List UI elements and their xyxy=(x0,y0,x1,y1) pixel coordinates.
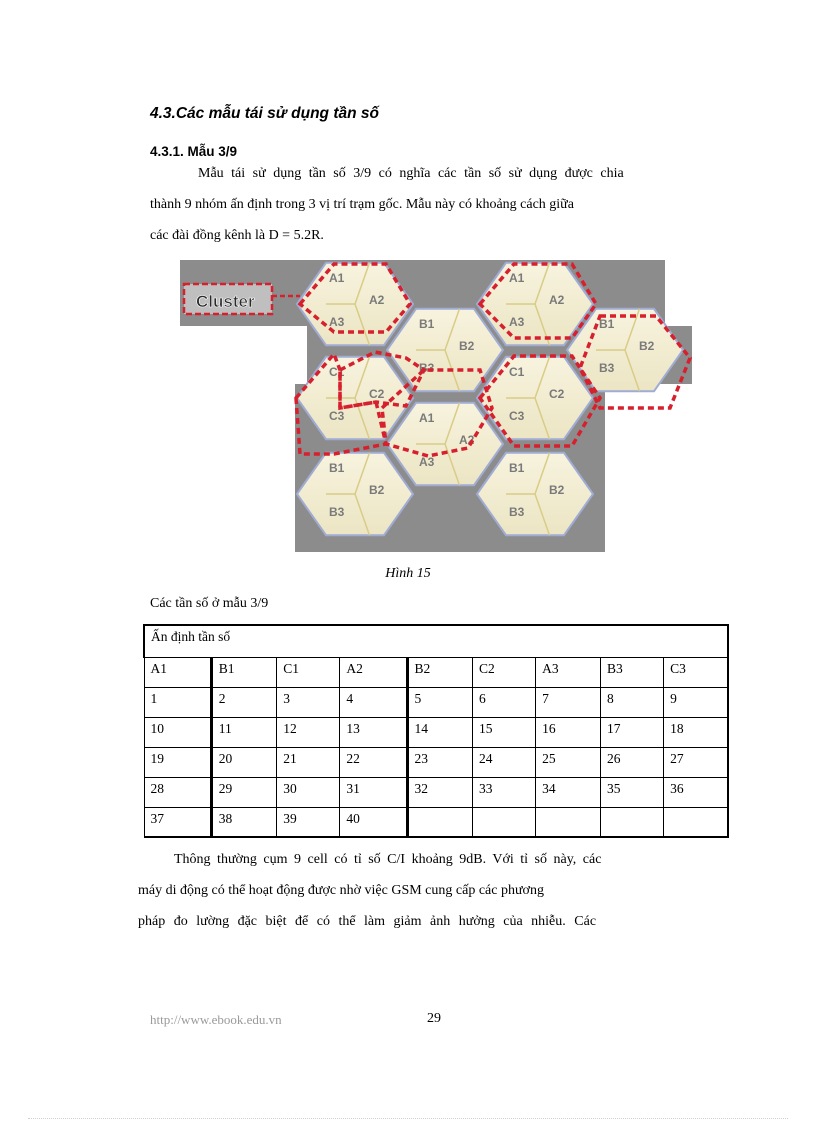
sector-label: A1 xyxy=(329,271,345,285)
frequency-table xyxy=(143,624,729,838)
table-cell xyxy=(536,807,601,837)
table-column-header: A2 xyxy=(340,657,407,687)
table-cell: 24 xyxy=(473,747,536,777)
table-column-header: B3 xyxy=(601,657,664,687)
intro-line: Mẫu tái sử dụng tần số 3/9 có nghĩa các tần số sử dụng được chia xyxy=(198,166,624,181)
sector-label: C2 xyxy=(369,387,385,401)
table-cell: 26 xyxy=(601,747,664,777)
sector-label: B3 xyxy=(419,361,435,375)
table-cell: 19 xyxy=(144,747,211,777)
table-cell: 13 xyxy=(340,717,407,747)
sector-label: B1 xyxy=(419,317,435,331)
table-cell: 7 xyxy=(536,687,601,717)
table-column-header: C3 xyxy=(664,657,728,687)
table-column-header: C1 xyxy=(277,657,340,687)
table-cell xyxy=(407,807,472,837)
table-cell: 31 xyxy=(340,777,407,807)
figure-caption: Hình 15 xyxy=(385,566,431,581)
table-cell xyxy=(473,807,536,837)
table-cell: 6 xyxy=(473,687,536,717)
sector-label: B2 xyxy=(369,483,385,497)
table-row xyxy=(144,777,728,807)
table-cell: 25 xyxy=(536,747,601,777)
table-cell: 17 xyxy=(601,717,664,747)
table-cell: 35 xyxy=(601,777,664,807)
table-cell: 29 xyxy=(211,777,276,807)
section-title: 4.3.Các mẫu tái sử dụng tần số xyxy=(150,105,379,122)
intro-line: các đài đồng kênh là D = 5.2R. xyxy=(150,228,324,243)
table-cell: 18 xyxy=(664,717,728,747)
table-cell: 20 xyxy=(211,747,276,777)
outro-line: máy di động có thể hoạt động được nhờ việc GSM cung cấp các phương xyxy=(138,883,544,898)
table-cell xyxy=(601,807,664,837)
sector-label: B2 xyxy=(459,339,475,353)
table-cell xyxy=(664,807,728,837)
table-cell: 32 xyxy=(407,777,472,807)
table-cell: 9 xyxy=(664,687,728,717)
table-cell: 23 xyxy=(407,747,472,777)
table-cell: 30 xyxy=(277,777,340,807)
table-column-header: C2 xyxy=(473,657,536,687)
table-cell: 22 xyxy=(340,747,407,777)
sector-label: A3 xyxy=(419,455,435,469)
sector-label: A1 xyxy=(509,271,525,285)
table-column-header: B1 xyxy=(211,657,276,687)
table-cell: 4 xyxy=(340,687,407,717)
table-cell: 37 xyxy=(144,807,211,837)
table-cell: 5 xyxy=(407,687,472,717)
page-number: 29 xyxy=(427,1011,441,1026)
table-cell: 3 xyxy=(277,687,340,717)
table-column-header: B2 xyxy=(407,657,472,687)
table-cell: 11 xyxy=(211,717,276,747)
table-cell: 39 xyxy=(277,807,340,837)
table-cell: 2 xyxy=(211,687,276,717)
outro-line: pháp đo lường đặc biệt để có thể làm giảm ảnh hưởng của nhiễu. Các xyxy=(138,914,597,929)
outro-line: Thông thường cụm 9 cell có tỉ số C/I khoảng 9dB. Với tỉ số này, các xyxy=(174,852,602,867)
table-cell: 14 xyxy=(407,717,472,747)
table-cell: 40 xyxy=(340,807,407,837)
table-cell: 10 xyxy=(144,717,211,747)
sector-label: C1 xyxy=(329,365,345,379)
sector-label: A3 xyxy=(509,315,525,329)
cluster-label: Cluster xyxy=(196,292,255,311)
table-cell: 15 xyxy=(473,717,536,747)
table-row xyxy=(144,717,728,747)
table-cell: 27 xyxy=(664,747,728,777)
table-cell: 8 xyxy=(601,687,664,717)
table-column-header: A1 xyxy=(144,657,211,687)
sector-label: B2 xyxy=(549,483,565,497)
sector-label: A2 xyxy=(369,293,385,307)
footer-url[interactable]: http://www.ebook.edu.vn xyxy=(150,1012,282,1027)
sector-label: A3 xyxy=(329,315,345,329)
reuse-pattern-figure xyxy=(180,258,692,552)
intro-line: thành 9 nhóm ấn định trong 3 vị trí trạm gốc. Mẫu này có khoảng cách giữa xyxy=(150,197,574,212)
table-row xyxy=(144,687,728,717)
sector-label: C3 xyxy=(329,409,345,423)
table-header-cell: Ấn định tần số xyxy=(144,625,728,657)
table-cell: 38 xyxy=(211,807,276,837)
sector-label: A2 xyxy=(549,293,565,307)
sector-label: B1 xyxy=(599,317,615,331)
table-cell: 36 xyxy=(664,777,728,807)
table-cell: 12 xyxy=(277,717,340,747)
sector-label: C1 xyxy=(509,365,525,379)
table-row xyxy=(144,747,728,777)
table-cell: 16 xyxy=(536,717,601,747)
table-cell: 33 xyxy=(473,777,536,807)
sector-label: B2 xyxy=(639,339,655,353)
sector-label: C2 xyxy=(549,387,565,401)
sector-label: C3 xyxy=(509,409,525,423)
sector-label: B1 xyxy=(509,461,525,475)
sector-label: A1 xyxy=(419,411,435,425)
sector-label: B3 xyxy=(599,361,615,375)
subsection-title: 4.3.1. Mẫu 3/9 xyxy=(150,144,238,159)
table-row xyxy=(144,807,728,837)
table-cell: 1 xyxy=(144,687,211,717)
sector-label: B3 xyxy=(509,505,525,519)
table-cell: 28 xyxy=(144,777,211,807)
page-edge-divider xyxy=(28,1118,788,1119)
sector-label: A2 xyxy=(459,433,475,447)
sector-label: B1 xyxy=(329,461,345,475)
table-cell: 21 xyxy=(277,747,340,777)
table-column-header: A3 xyxy=(536,657,601,687)
table-column-row xyxy=(144,657,728,687)
sector-label: B3 xyxy=(329,505,345,519)
table-cell: 34 xyxy=(536,777,601,807)
table-title: Các tần số ở mẫu 3/9 xyxy=(150,596,269,611)
